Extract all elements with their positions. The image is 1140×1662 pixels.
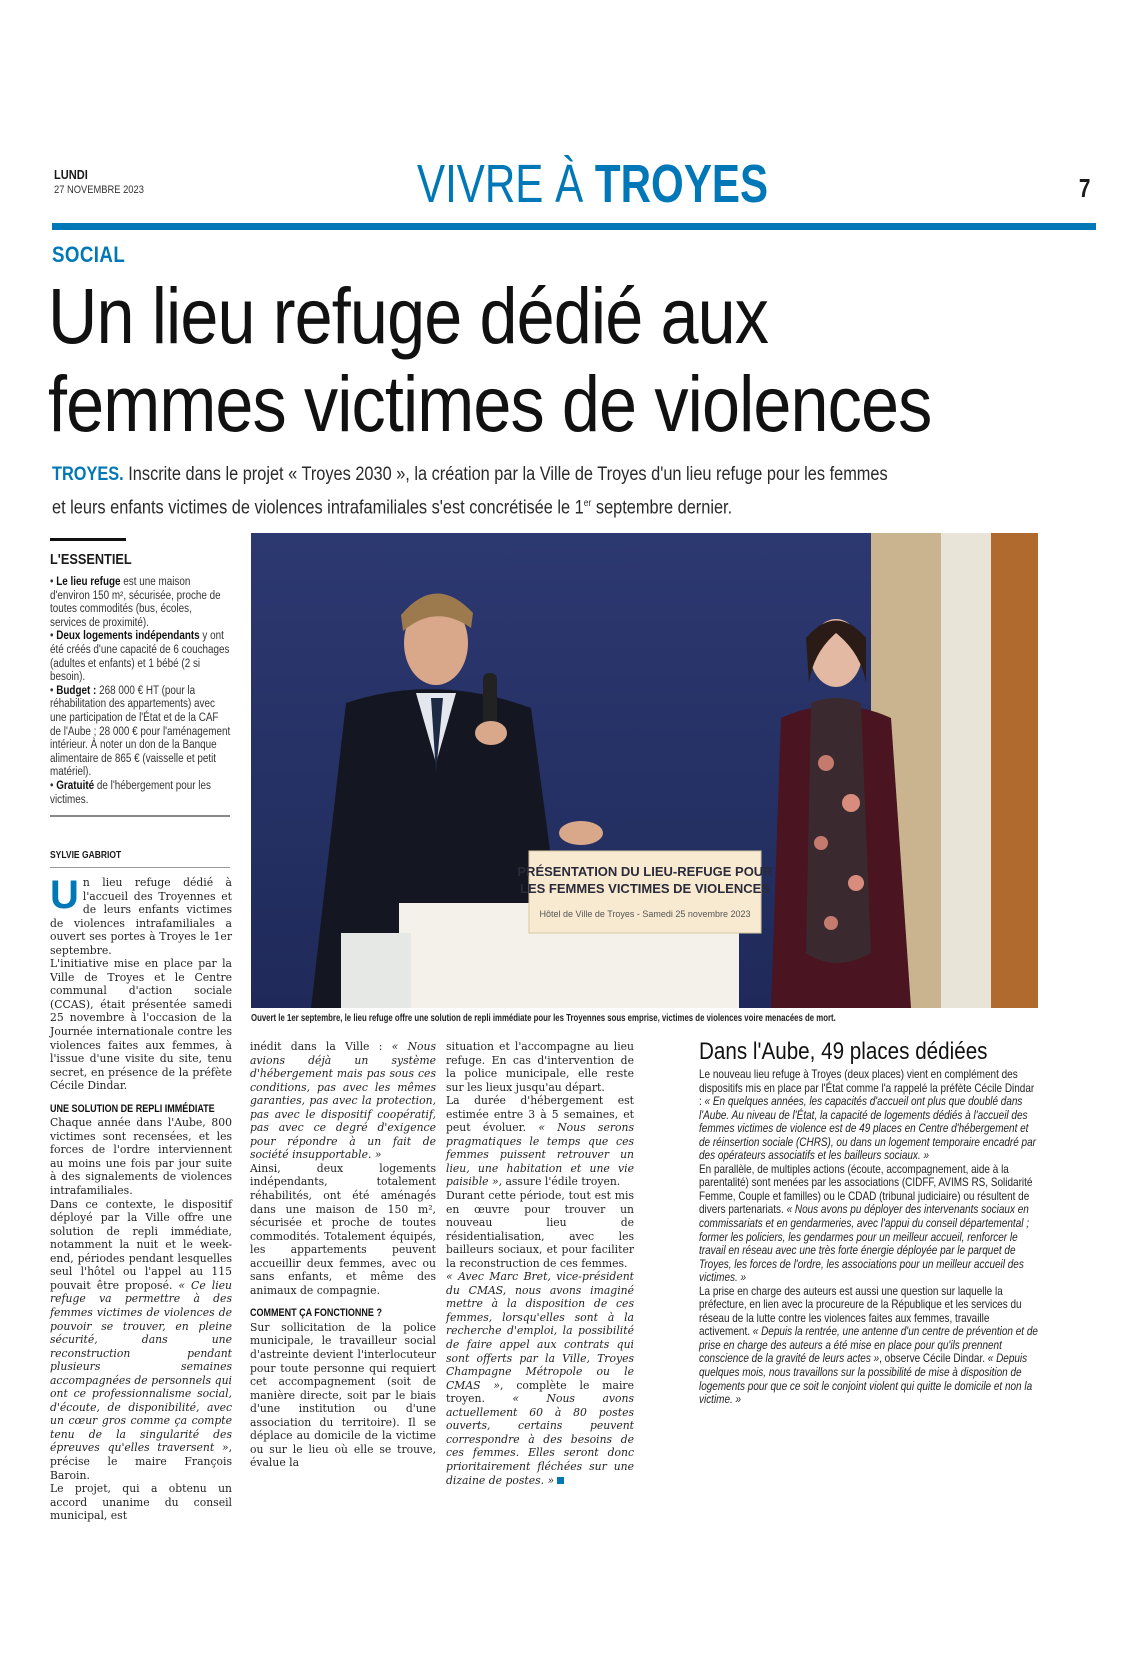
body-paragraph: Sur sollicitation de la police municipale, le travailleur social d'astreinte devient l'interlocuteur pour toute personne qui requiert cet accompagnement (soit de manière directe, soit par le biais d'une institution ou d'une association du territoire). Il se déplace au domicile de la victime ou sur le lieu où elle se trouve, évalue la <box>250 1320 436 1470</box>
essentiel-item-text: 268 000 € HT (pour la réhabilitation des appartements) avec une participation de l'État et de la CAF de l'Aube ; 28 000 € pour l'aménagement intérieur. À noter un don de la Banque alimentaire de 865 € (vaisselle et petit matériel). <box>50 684 231 779</box>
quote-text: « Nous avons pu déployer des intervenants sociaux en commissariats et en gendarmeries, avec l'appui du conseil départemental ; former les policiers, les gendarmes pour un meilleur accueil, renforcer le travail en réseau avec une très forte énergie déployée par le parquet de Troyes, les forces de l'ordre, les associations pour un meilleur accueil des victimes. » <box>699 1203 1029 1285</box>
essentiel-item-text: y ont été créés d'une capacité de 6 couchages (adultes et enfants) et 1 bébé (2 si besoin). <box>50 630 230 684</box>
body-paragraph: situation et l'accompagne au lieu refuge. En cas d'intervention de la police municipale, elle reste sur les lieux jusqu'au départ. <box>446 1040 634 1094</box>
lede-text-2: et leurs enfants victimes de violences intrafamiliales s'est concrétisée le 1 <box>52 497 584 519</box>
essentiel-title: L'ESSENTIEL <box>50 551 132 568</box>
quote-text: « Ce lieu refuge va permettre à des femmes victimes de violences de pouvoir se trouver, en pleine sécurité, dans une reconstruction pendant plusieurs semaines accompagnées de personnels qui ont ce professionnalisme social, d'écoute, de disponibilité, avec un cœur gros comme ça compte tenu de la singularité des épreuves qu'elles traversent » <box>50 1278 232 1455</box>
paragraph-text: La prise en charge des auteurs est aussi une question sur laquelle la préfecture, en lien avec la procureure de la République et les services du réseau de la lutte contre les violences faites aux femmes, travaille activement. <box>699 1284 1022 1339</box>
quote-text: « Depuis quelques mois, nous travaillons sur la possibilité de mise à disposition de logements pour que ce soit le conjoint violent qui quitte le domicile et non la victime. » <box>699 1352 1033 1407</box>
article-kicker: SOCIAL <box>52 242 126 267</box>
lede-text-3: septembre dernier. <box>591 497 733 519</box>
sign-line-3: Hôtel de Ville de Troyes - Samedi 25 novembre 2023 <box>539 909 751 919</box>
essentiel-top-rule <box>50 538 126 541</box>
body-paragraph <box>50 873 232 957</box>
quote-text: « Nous avons actuellement 60 à 80 postes ouverts, certains peuvent correspondre à des besoins de ces femmes. Elles seront donc prioritairement fléchées sur une dizaine de postes. » <box>446 1392 634 1487</box>
photo-caption: Ouvert le 1er septembre, le lieu refuge offre une solution de repli immédiate pour les Troyennes sous emprise, victimes de violences voire menacées de mort. <box>251 1013 836 1024</box>
essentiel-item-text: de l'hébergement pour les victimes. <box>50 779 211 806</box>
quote-text: « Nous serons pragmatiques le temps que ces femmes puissent retrouver un lieu, une habitation et une vie paisible » <box>446 1121 634 1189</box>
box-paragraph <box>699 1285 1039 1407</box>
body-paragraph: Durant cette période, tout est mis en œuvre pour trouver un nouveau lieu de résidentialisation, avec les bailleurs sociaux, et pour faciliter la reconstruction de ces femmes. <box>446 1189 634 1270</box>
paragraph-text: inédit dans la Ville : <box>250 1040 392 1053</box>
drop-cap: U <box>50 873 79 917</box>
paragraph-text: , précise le maire François Baroin. <box>50 1441 232 1482</box>
header-day: LUNDI <box>54 167 88 182</box>
body-paragraph: Le projet, qui a obtenu un accord unanime du conseil municipal, est <box>50 1482 232 1523</box>
box-body <box>699 1068 1039 1407</box>
section-title-bold: TROYES <box>594 154 769 214</box>
quote-text: « Depuis la rentrée, une antenne d'un centre de prévention et de prise en charge des auteurs a été mise en place pour qu'ils prennent conscience de la gravité de leurs actes » <box>699 1325 1038 1366</box>
page-header <box>52 155 1096 235</box>
section-title <box>417 154 769 214</box>
box-paragraph <box>699 1163 1039 1285</box>
essentiel-box <box>50 538 230 817</box>
sign-line-1: PRÉSENTATION DU LIEU-REFUGE POUR <box>517 864 773 879</box>
article-lede <box>52 460 1041 522</box>
header-rule <box>52 223 1096 230</box>
sign-line-2: LES FEMMES VICTIMES DE VIOLENCES <box>520 881 770 896</box>
body-paragraph <box>446 1094 634 1189</box>
article-photo <box>251 533 1038 1008</box>
essentiel-item: • Budget : 268 000 € HT (pour la réhabilitation des appartements) avec une participation de l'État et de la CAF de l'Aube ; 28 000 € pour l'aménagement intérieur. À noter un don de la Banque alimentaire de 865 € (vaisselle et petit matériel). <box>50 684 231 779</box>
essentiel-item-bold: Budget : <box>56 684 97 697</box>
body-paragraph <box>50 1198 232 1482</box>
byline: SYLVIE GABRIOT <box>50 850 122 861</box>
article-headline <box>48 272 1000 448</box>
essentiel-list <box>50 576 231 807</box>
essentiel-item: • Deux logements indépendants y ont été créés d'une capacité de 6 couchages (adultes et enfants) et 1 bébé (2 si besoin). <box>50 630 230 684</box>
lede-text-1: Inscrite dans le projet « Troyes 2030 », la création par la Ville de Troyes d'un lieu refuge pour les femmes <box>123 464 888 485</box>
quote-text: « En quelques années, les capacités d'accueil ont plus que doublé dans l'Aube. Au niveau de l'État, la capacité de logements dédiés à l'accueil des femmes victimes de violence est de 49 places en Centre d'hébergement et de réinsertion sociale (CHRS), ou dans un logement temporaire encadré par des opérateurs associatifs et les bailleurs sociaux. » <box>699 1095 1036 1163</box>
essentiel-item: • Gratuité de l'hébergement pour les victimes. <box>50 779 211 806</box>
body-column-1 <box>50 873 232 1523</box>
essentiel-item-bold: Le lieu refuge <box>56 576 121 588</box>
body-paragraph: Chaque année dans l'Aube, 800 victimes sont recensées, et les forces de l'ordre interviennent au moins une fois par jour suite à des signalements de violences intrafamiliales. <box>50 1116 232 1198</box>
byline-rule <box>50 867 230 868</box>
paragraph-text: , assure l'édile troyen. <box>498 1175 621 1189</box>
essentiel-bottom-rule <box>50 815 230 817</box>
headline-line-1: Un lieu refuge dédié aux <box>48 271 769 360</box>
subheading-repli: UNE SOLUTION DE REPLI IMMÉDIATE <box>50 1102 215 1115</box>
page-number: 7 <box>1078 173 1090 203</box>
paragraph-text: En parallèle, de multiples actions (écoute, accompagnement, aide à la parentalité) sont menées par les associations (CIDFF, AVIMS RS, Solidarité Femme, Couple et familles) ou le CDAD (tribunal judiciaire) ou résultent de divers partenariats. <box>699 1162 1033 1217</box>
headline-line-2: femmes victimes de violences <box>48 359 932 448</box>
paragraph-text: Dans ce contexte, le dispositif déployé par la Ville offre une solution de repli immédiate, notamment la nuit et le week-end, périodes pendant lesquelles seul l'hôtel ou l'appel au 115 pouvait être proposé. <box>50 1197 232 1292</box>
body-column-2 <box>250 1040 436 1470</box>
subheading-fonctionne: COMMENT ÇA FONCTIONNE ? <box>250 1307 382 1320</box>
paragraph-text: La durée d'hébergement est estimée entre 3 à 5 semaines, et peut évoluer. <box>446 1094 634 1135</box>
box-paragraph <box>699 1068 1039 1163</box>
essentiel-item-bold: Gratuité <box>56 779 95 792</box>
essentiel-item: • Le lieu refuge est une maison d'environ 150 m², sécurisée, proche de toutes commodités (bus, écoles, services de proximité). <box>50 576 221 629</box>
paragraph-text: , observe Cécile Dindar. <box>879 1352 988 1366</box>
essentiel-item-bold: Deux logements indépendants <box>56 630 200 643</box>
essentiel-item-text: est une maison d'environ 150 m², sécurisée, proche de toutes commodités (bus, écoles, services de proximité). <box>50 576 221 629</box>
quote-text: « Avec Marc Bret, vice-président du CMAS, nous avons imaginé mettre à la disposition de ces femmes, lorsqu'elles sont à la recherche d'emploi, la possibilité de faire appel aux contrats qui sont offerts par la Ville, Troyes Champagne Métropole ou le CMAS » <box>446 1270 634 1392</box>
paragraph-text: n lieu refuge dédié à l'accueil des Troyennes et de leurs enfants victimes de violences intrafamiliales a ouvert ses portes à Troyes le 1er septembre. <box>50 876 232 957</box>
end-mark-icon <box>557 1477 564 1484</box>
quote-text: « Nous avions déjà un système d'hébergement mais pas sous ces conditions, pas avec les mêmes garanties, pas avec la protection, pas avec le dispositif coopératif, pas avec ce degré d'exigence pour répondre à un fait de société insupportable. » <box>250 1040 437 1162</box>
body-paragraph <box>250 1040 436 1162</box>
paragraph-text: Le nouveau lieu refuge à Troyes (deux places) vient en complément des dispositifs mis en place par l'État comme l'a rappelé la préfète Cécile Dindar : <box>699 1068 1035 1109</box>
body-paragraph: Ainsi, deux logements indépendants, totalement réhabilités, ont été aménagés dans une maison de 150 m², sécurisée et proche de toutes commodités. Totalement équipés, les appartements peuvent accueillir deux femmes, avec ou sans enfants, et même des animaux de compagnie. <box>250 1161 436 1297</box>
lede-place: TROYES. <box>52 464 124 485</box>
photo-illustration <box>251 533 1038 1008</box>
box-title: Dans l'Aube, 49 places dédiées <box>699 1038 988 1065</box>
section-title-light: VIVRE À <box>417 154 584 214</box>
lede-sup: er <box>583 498 592 509</box>
body-paragraph: L'initiative mise en place par la Ville de Troyes et le Centre communal d'action sociale (CCAS), était présentée samedi 25 novembre à l'occasion de la Journée internationale contre les violences faites aux femmes, à l'issue d'une visite du site, tenu secret, en présence de la préfète Cécile Dindar. <box>50 957 232 1093</box>
body-paragraph <box>446 1270 634 1487</box>
header-date: 27 NOVEMBRE 2023 <box>54 184 144 196</box>
body-column-3 <box>446 1040 634 1487</box>
paragraph-text: , complète le maire troyen. <box>446 1378 634 1406</box>
